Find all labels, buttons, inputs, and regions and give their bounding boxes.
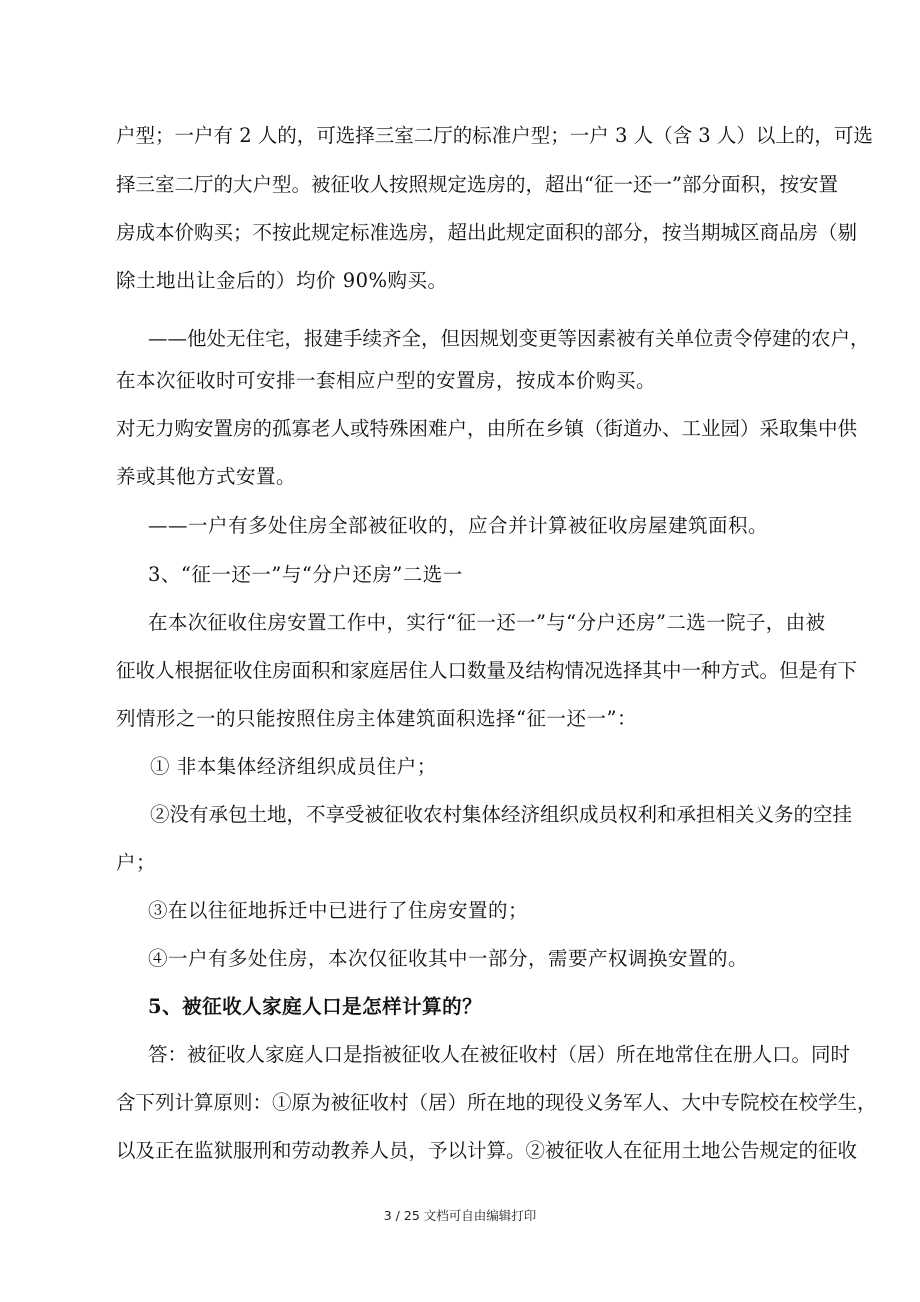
- list-item: ① 非本集体经济组织成员住户；: [150, 755, 437, 778]
- section-heading: 3、“征一还一”与“分户还房”二选一: [148, 563, 463, 586]
- paragraph-line: 在本次征收时可安排一套相应户型的安置房，按成本价购买。: [116, 369, 657, 392]
- paragraph-line: 列情形之一的只能按照住房主体建筑面积选择“征一还一”：: [116, 707, 637, 730]
- list-item: ②没有承包土地，不享受被征收农村集体经济组织成员权利和承担相关义务的空挂: [150, 803, 853, 826]
- paragraph-line: ——他处无住宅，报建手续齐全，但因规划变更等因素被有关单位责令停建的农户，: [148, 327, 870, 350]
- question-heading: 5、被征收人家庭人口是怎样计算的？: [148, 995, 483, 1018]
- paragraph-line: 以及正在监狱服刑和劳动教养人员，予以计算。②被征收人在征用土地公告规定的征收: [116, 1139, 858, 1162]
- paragraph-line: 征收人根据征收住房面积和家庭居住人口数量及结构情况选择其中一种方式。但是有下: [116, 659, 858, 682]
- paragraph-line: 户型；一户有 2 人的，可选择三室二厅的标准户型；一户 3 人（含 3 人）以上的，可选: [116, 124, 873, 147]
- paragraph-line: 除土地出让金后的）均价 90%购买。: [116, 269, 448, 292]
- list-item: ③在以往征地拆迁中已进行了住房安置的；: [148, 899, 529, 922]
- paragraph-line: 择三室二厅的大户型。被征收人按照规定选房的，超出“征一还一”部分面积，按安置: [116, 173, 838, 196]
- paragraph-line: ——一户有多处住房全部被征收的，应合并计算被征收房屋建筑面积。: [148, 514, 769, 537]
- paragraph-line: 含下列计算原则：①原为被征收村（居）所在地的现役义务军人、大中专院校在校学生，: [116, 1091, 877, 1114]
- paragraph-line: 养或其他方式安置。: [116, 465, 297, 488]
- page-footer: 3 / 25 文档可自由编辑打印: [383, 1208, 537, 1223]
- paragraph-line: 对无力购安置房的孤寡老人或特殊困难户，由所在乡镇（街道办、工业园）采取集中供: [116, 417, 858, 440]
- paragraph-line: 在本次征收住房安置工作中，实行“征一还一”与“分户还房”二选一院子，由被: [148, 611, 825, 634]
- paragraph-line: 答：被征收人家庭人口是指被征收人在被征收村（居）所在地常住在册人口。同时: [148, 1043, 851, 1066]
- list-item: ④一户有多处住房，本次仅征收其中一部分，需要产权调换安置的。: [148, 947, 749, 970]
- list-item-continuation: 户；: [116, 851, 157, 874]
- paragraph-line: 房成本价购买；不按此规定标准选房，超出此规定面积的部分，按当期城区商品房（剔: [116, 221, 858, 244]
